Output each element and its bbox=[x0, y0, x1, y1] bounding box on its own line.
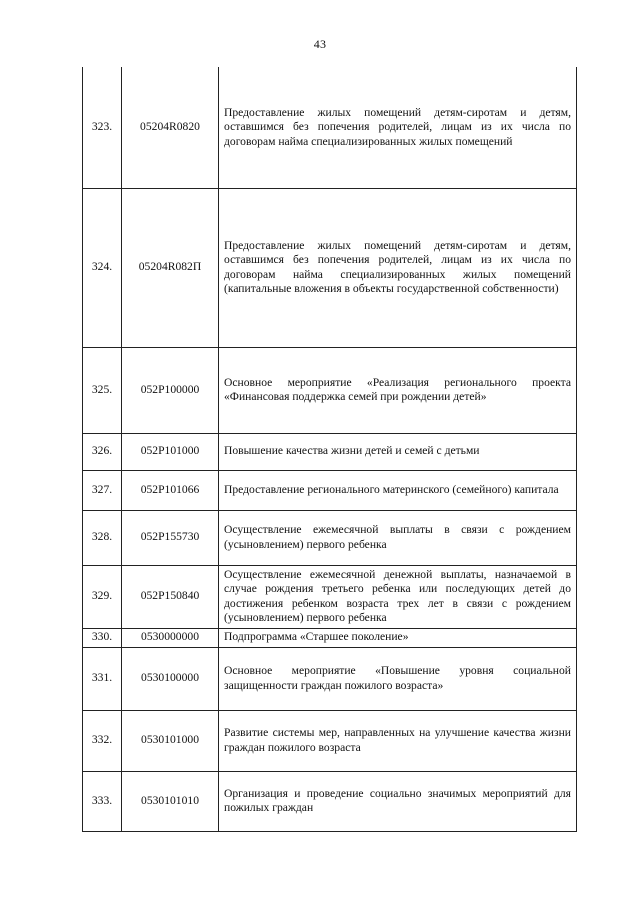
row-number: 331. bbox=[83, 647, 122, 710]
table-row bbox=[83, 510, 577, 565]
row-code: 0530101000 bbox=[122, 710, 219, 771]
row-number: 328. bbox=[83, 510, 122, 565]
budget-classification-table bbox=[82, 67, 577, 832]
row-code: 0530000000 bbox=[122, 628, 219, 647]
row-description: Основное мероприятие «Повышение уровня социальной защищенности граждан пожилого возраста» bbox=[219, 647, 577, 710]
row-number: 332. bbox=[83, 710, 122, 771]
row-description: Повышение качества жизни детей и семей с детьми bbox=[219, 433, 577, 470]
row-description: Развитие системы мер, направленных на улучшение качества жизни граждан пожилого возраста bbox=[219, 710, 577, 771]
row-code: 052P101066 bbox=[122, 470, 219, 510]
page-number: 43 bbox=[313, 37, 327, 51]
row-number: 329. bbox=[83, 565, 122, 628]
table-row bbox=[83, 347, 577, 433]
table-row bbox=[83, 433, 577, 470]
row-number: 325. bbox=[83, 347, 122, 433]
row-code: 052P155730 bbox=[122, 510, 219, 565]
row-description: Основное мероприятие «Реализация регионального проекта «Финансовая поддержка семей при рождении детей» bbox=[219, 347, 577, 433]
row-code: 05204R082П bbox=[122, 188, 219, 347]
row-number: 323. bbox=[83, 67, 122, 188]
table-row bbox=[83, 771, 577, 831]
table-row bbox=[83, 565, 577, 628]
row-code: 0530100000 bbox=[122, 647, 219, 710]
table-row bbox=[83, 188, 577, 347]
row-number: 327. bbox=[83, 470, 122, 510]
row-description: Осуществление ежемесячной денежной выплаты, назначаемой в случае рождения третьего ребенка или последующих детей до достижения ребенком возраста трех лет в связи с рождением (усыновлением) первого ребенка bbox=[219, 565, 577, 628]
table-row bbox=[83, 470, 577, 510]
row-description: Организация и проведение социально значимых мероприятий для пожилых граждан bbox=[219, 771, 577, 831]
table-row bbox=[83, 67, 577, 188]
row-description: Предоставление регионального материнского (семейного) капитала bbox=[219, 470, 577, 510]
row-code: 052P101000 bbox=[122, 433, 219, 470]
row-number: 326. bbox=[83, 433, 122, 470]
row-code: 052P150840 bbox=[122, 565, 219, 628]
row-code: 052P100000 bbox=[122, 347, 219, 433]
row-code: 05204R0820 bbox=[122, 67, 219, 188]
row-description: Подпрограмма «Старшее поколение» bbox=[219, 628, 577, 647]
row-number: 333. bbox=[83, 771, 122, 831]
table-row bbox=[83, 710, 577, 771]
row-code: 0530101010 bbox=[122, 771, 219, 831]
row-number: 324. bbox=[83, 188, 122, 347]
row-description: Предоставление жилых помещений детям-сиротам и детям, оставшимся без попечения родителей, лицам из их числа по договорам найма специализированных жилых помещений (капитальные вложения в объекты государственной собственности) bbox=[219, 188, 577, 347]
table-row bbox=[83, 628, 577, 647]
row-description: Осуществление ежемесячной выплаты в связи с рождением (усыновлением) первого ребенка bbox=[219, 510, 577, 565]
table-row bbox=[83, 647, 577, 710]
row-description: Предоставление жилых помещений детям-сиротам и детям, оставшимся без попечения родителей, лицам из их числа по договорам найма специализированных жилых помещений bbox=[219, 67, 577, 188]
row-number: 330. bbox=[83, 628, 122, 647]
